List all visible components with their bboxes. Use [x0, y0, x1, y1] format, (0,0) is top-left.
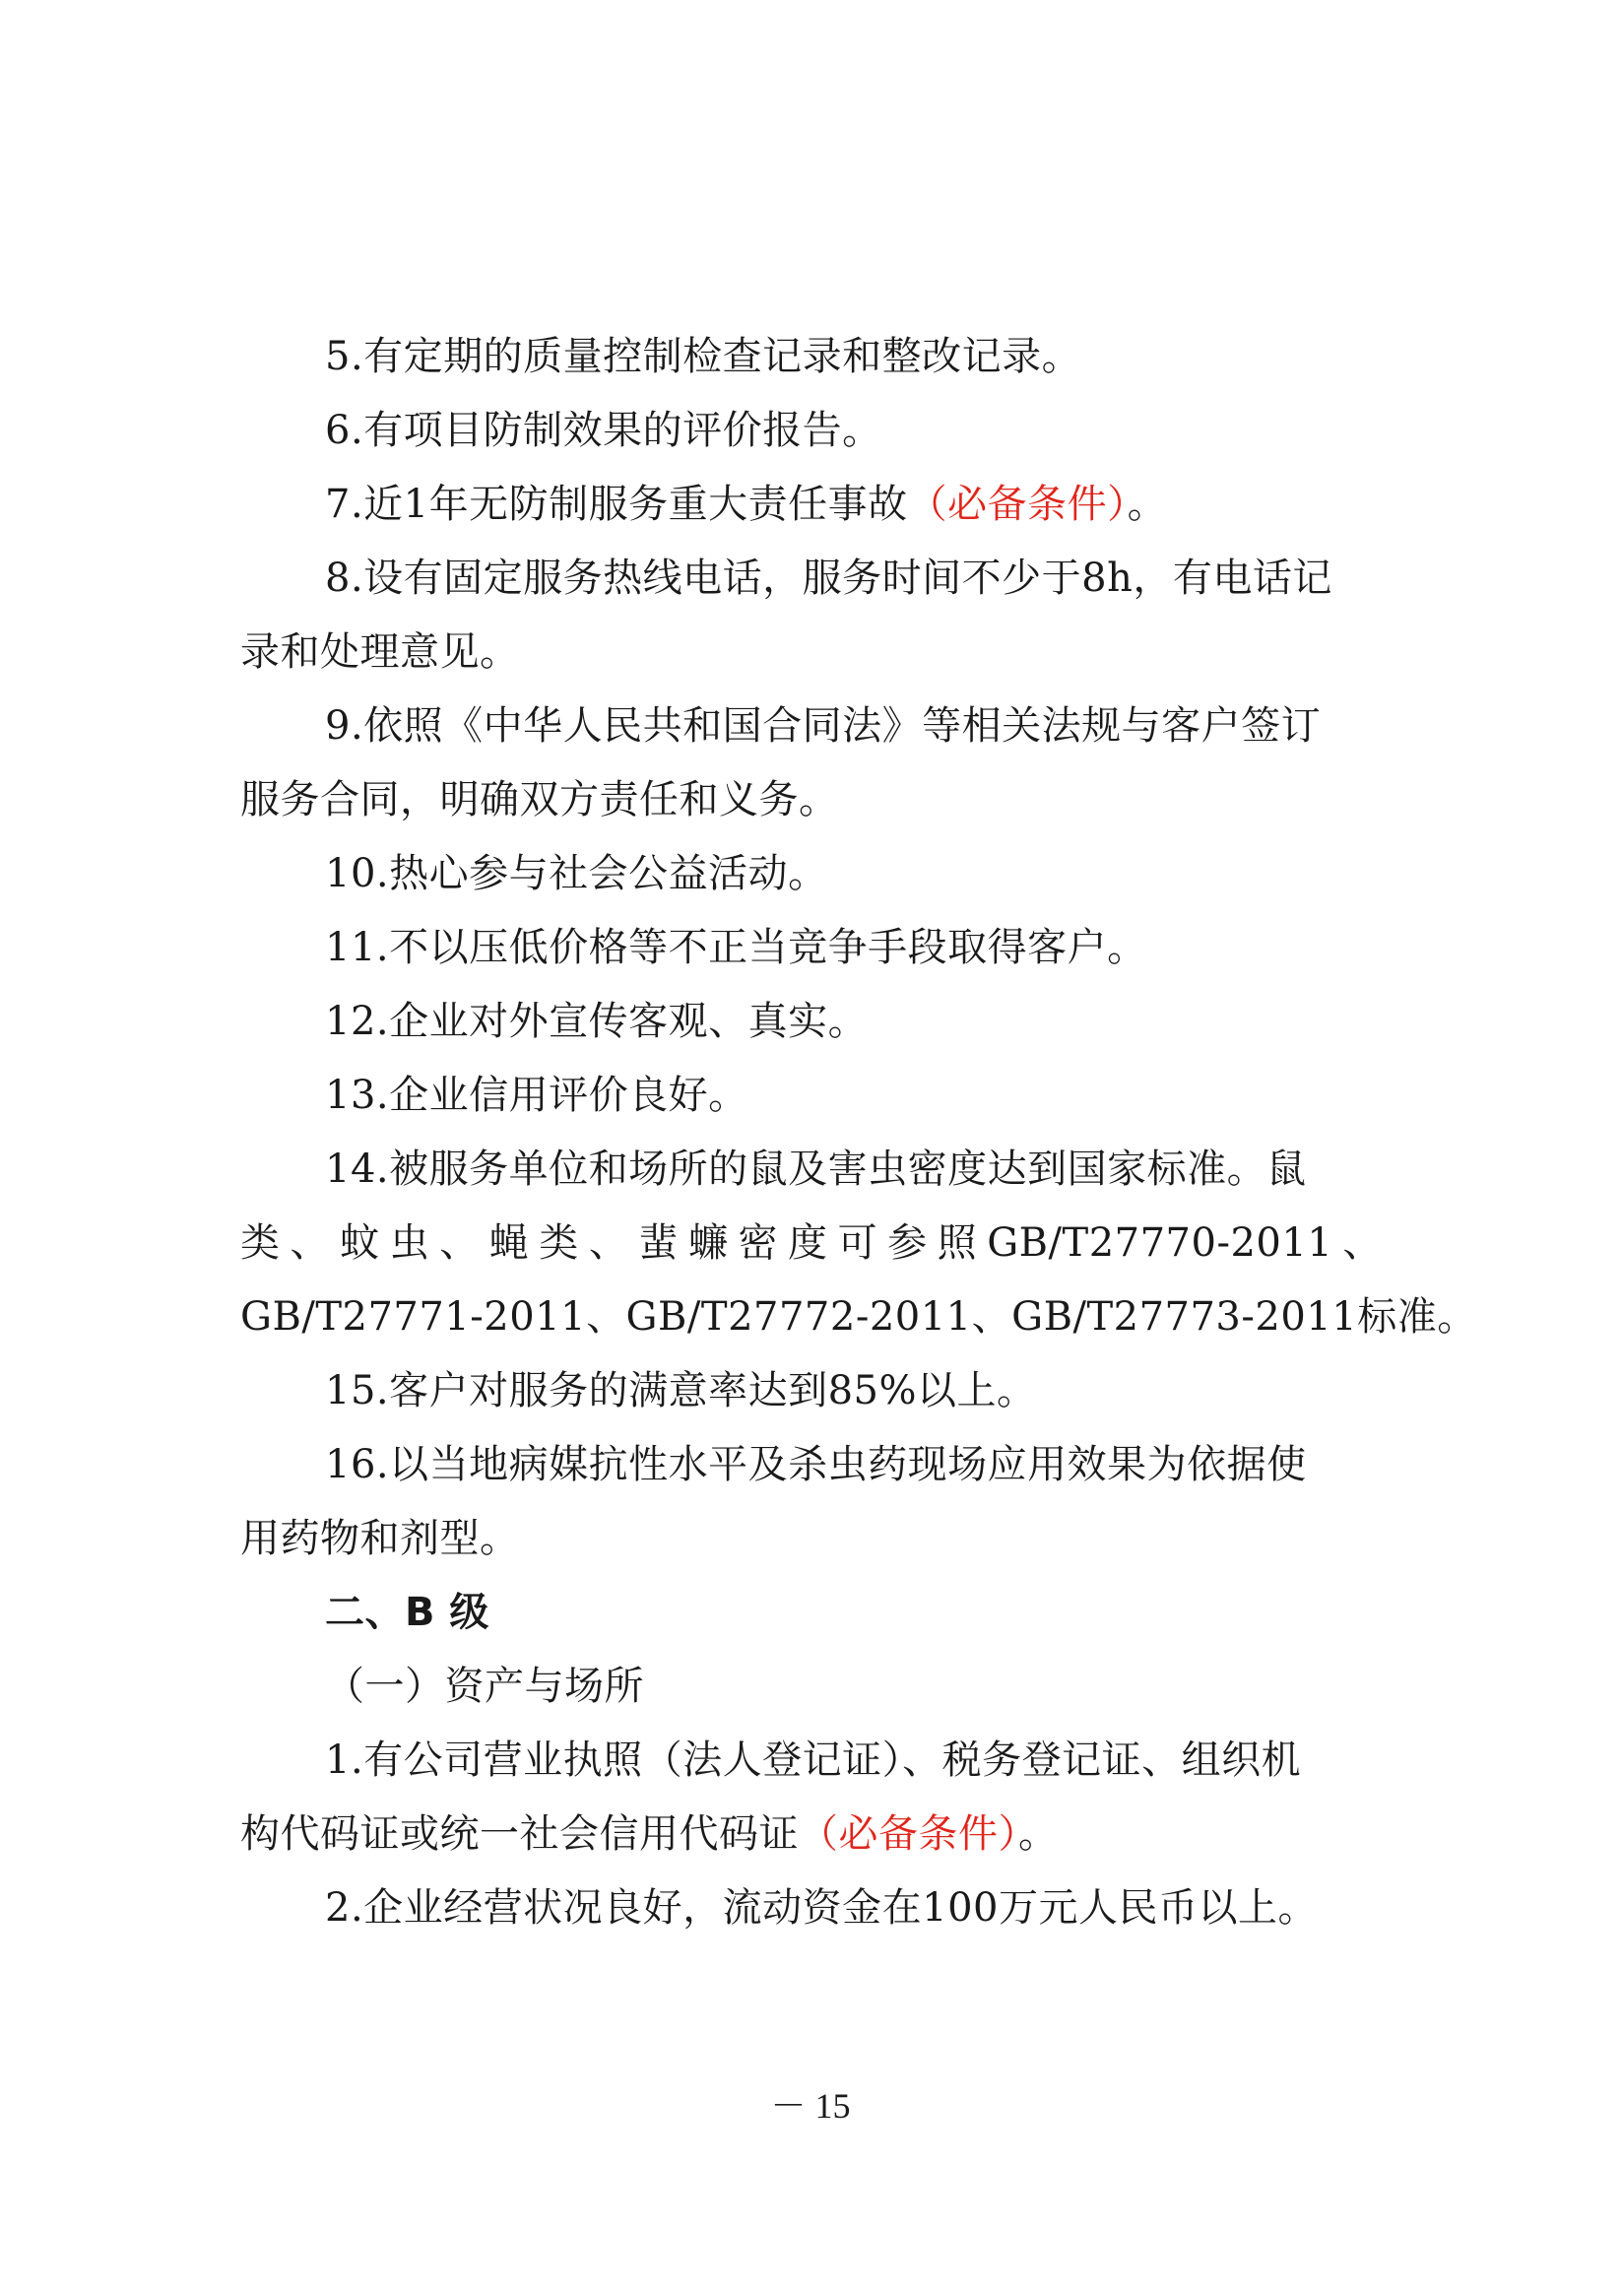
item-14-part: 、	[290, 1220, 331, 1266]
item-9-line-2: 服务合同，明确双方责任和义务。	[240, 777, 839, 822]
required-condition-marker: （必备条件）	[907, 482, 1128, 527]
item-14-part: 类	[240, 1220, 281, 1266]
item-14-part: 蠊	[687, 1220, 729, 1266]
item-8-line-1: 8.设有固定服务热线电话，服务时间不少于8h，有电话记	[325, 556, 1332, 601]
item-11: 11.不以压低价格等不正当竞争手段取得客户。	[325, 925, 1147, 970]
b-item-1-text: 构代码证或统一社会信用代码证	[240, 1811, 799, 1857]
b-item-2: 2.企业经营状况良好，流动资金在100万元人民币以上。	[325, 1885, 1319, 1931]
item-15: 15.客户对服务的满意率达到85%以上。	[325, 1368, 1037, 1413]
item-14-part: 可	[837, 1220, 878, 1266]
item-14-part: GB/T27770-2011	[987, 1220, 1333, 1266]
item-16-line-1: 16.以当地病媒抗性水平及杀虫药现场应用效果为依据使	[325, 1442, 1307, 1487]
item-10: 10.热心参与社会公益活动。	[325, 851, 828, 896]
b-item-1-line-1: 1.有公司营业执照（法人登记证）、税务登记证、组织机	[325, 1738, 1302, 1783]
item-14-line-1: 14.被服务单位和场所的鼠及害虫密度达到国家标准。鼠	[325, 1147, 1307, 1192]
item-8-line-2: 录和处理意见。	[240, 629, 520, 675]
b-item-1-line-2	[240, 1809, 1059, 1859]
item-14-part: 、	[588, 1220, 629, 1266]
section-b-heading: 二、B 级	[325, 1590, 489, 1635]
item-14-part: 密	[738, 1220, 778, 1266]
item-14-part: 、	[439, 1220, 480, 1266]
item-14-part: 照	[937, 1220, 978, 1266]
item-14-part: 蚊	[340, 1220, 380, 1266]
item-14-part: 参	[887, 1220, 928, 1266]
item-6: 6.有项目防制效果的评价报告。	[325, 408, 882, 453]
item-7	[325, 480, 1167, 529]
item-14-part: 蜚	[638, 1220, 679, 1266]
b-item-1-end: 。	[1018, 1811, 1059, 1857]
item-9-line-1: 9.依照《中华人民共和国合同法》等相关法规与客户签订	[325, 703, 1322, 749]
item-14-part: 、	[1342, 1220, 1383, 1266]
required-condition-marker: （必备条件）	[799, 1811, 1018, 1857]
item-7-end: 。	[1127, 482, 1168, 527]
page-number: － 15	[770, 2086, 851, 2126]
item-5: 5.有定期的质量控制检查记录和整改记录。	[325, 334, 1082, 379]
item-7-text: 7.近1年无防制服务重大责任事故	[325, 482, 908, 527]
item-12: 12.企业对外宣传客观、真实。	[325, 999, 869, 1044]
item-14-line-3: GB/T27771-2011、GB/T27772-2011、GB/T27773-2011标准。	[240, 1294, 1477, 1340]
item-14-line-2	[240, 1218, 1383, 1268]
item-14-part: 类	[539, 1220, 579, 1266]
item-14-part: 蝇	[488, 1220, 530, 1266]
section-b-subheading: （一）资产与场所	[325, 1664, 644, 1709]
item-16-line-2: 用药物和剂型。	[240, 1516, 520, 1561]
item-14-part: 度	[788, 1220, 828, 1266]
item-14-part: 虫	[389, 1220, 430, 1266]
item-13: 13.企业信用评价良好。	[325, 1073, 748, 1118]
